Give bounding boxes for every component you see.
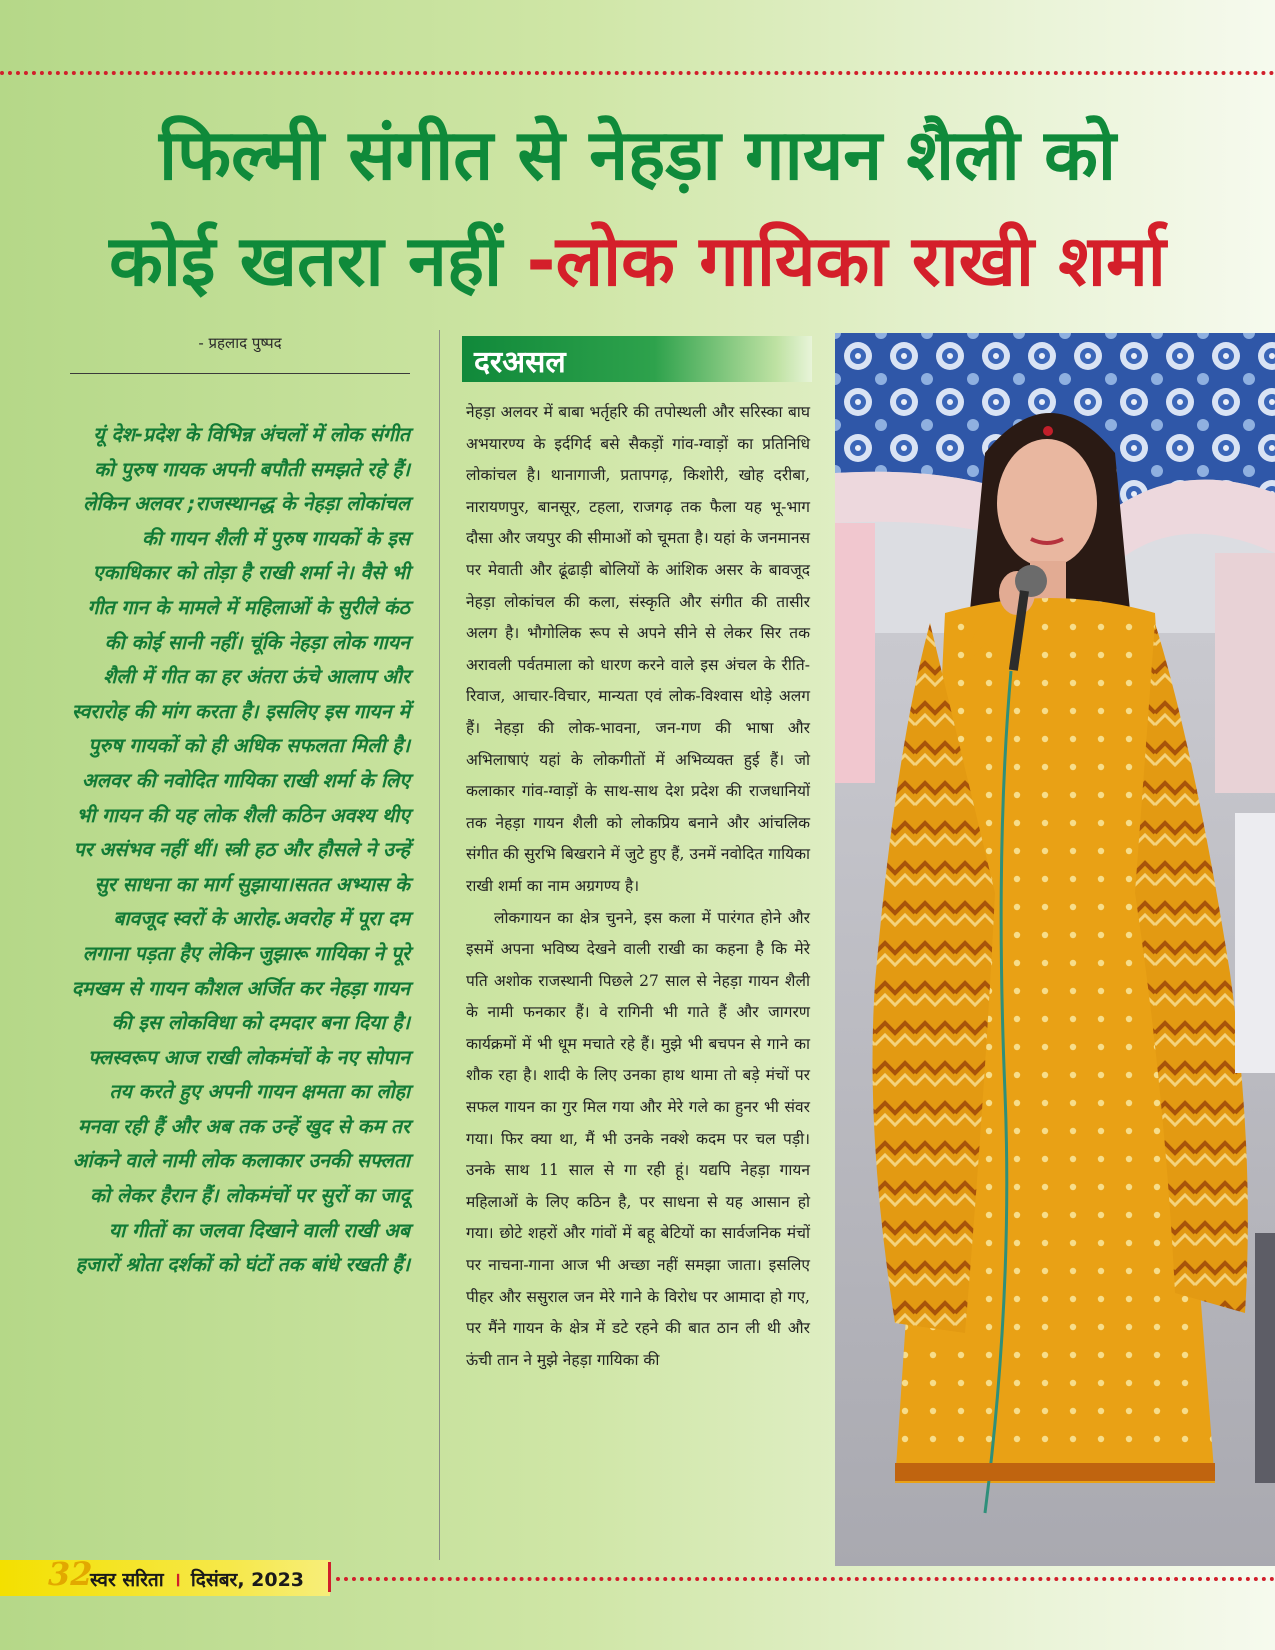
author-byline: - प्रहलाद पुष्पद xyxy=(198,334,282,352)
section-heading: दरअसल xyxy=(474,345,566,380)
article-body xyxy=(466,397,810,1376)
headline-line-2 xyxy=(0,220,1275,302)
body-paragraph-2: लोकगायन का क्षेत्र चुनने, इस कला में पारंगत होने और इसमें अपना भविष्य देखने वाली राखी का कहना है कि मेरे पति अशोक राजस्थानी पिछले 27 साल से नेहड़ा गायन शैली के नामी फनकार हैं। वे रागिनी भी गाते हैं और जागरण कार्यक्रमों में भी धूम मचाते रहे हैं। मुझे भी बचपन से गाने का शौक रहा है। शादी के लिए उनका हाथ थामा तो बड़े मंचों पर सफल गायन का गुर मिल गया और मेरे गले का हुनर भी संवर गया। फिर क्या था, मैं भी उनके नक्शे कदम पर चल पड़ी। उनके साथ 11 साल से गा रही हूं। यद्यपि नेहड़ा गायन महिलाओं के लिए कठिन है, पर साधना से यह आसान हो गया। छोटे शहरों और गांवों में बहू बेटियों का सार्वजनिक मंचों पर नाचना-गाना आज भी अच्छा नहीं समझा जाता। इसलिए पीहर और ससुराल जन मेरे गाने के विरोध पर आमादा हो गए, पर मैंने गायन के क्षेत्र में डटे रहने की बात ठान ली थी और ऊंची तान ने मुझे नेहड़ा गायिका की xyxy=(466,908,810,1369)
page-number: 32 xyxy=(48,1555,93,1593)
singer-photo xyxy=(835,333,1275,1566)
headline-line-1: फिल्मी संगीत से नेहड़ा गायन शैली को xyxy=(159,114,1116,196)
column-divider xyxy=(439,330,440,1560)
byline-rule xyxy=(70,373,410,374)
issue-date: दिसंबर, 2023 xyxy=(190,1569,305,1591)
intro-pullquote: यूं देश-प्रदेश के विभिन्न अंचलों में लोक संगीत को पुरुष गायक अपनी बपौती समझते रहे हैं। लेकिन अलवर ;राजस्थानद्ध के नेहड़ा लोकांचल की गायन शैली में पुरुष गायकों के इस एकाधिकार को तोड़ा है राखी शर्मा ने। वैसे भी गीत गान के मामले में महिलाओं के सुरीले कंठ की कोई सानी नहीं। चूंकि नेहड़ा लोक गायन शैली में गीत का हर अंतरा ऊंचे आलाप और स्वरारोह की मांग करता है। इसलिए इस गायन में पुरुष गायकों को ही अधिक सफलता मिली है। अलवर की नवोदित गायिका राखी शर्मा के लिए भी गायन की यह लोक शैली कठिन अवश्य थीए पर असंभव नहीं थीं। स्त्री हठ और हौसले ने उन्हें सुर साधना का मार्ग सुझाया।सतत अभ्यास के बावजूद स्वरों के आरोह.अवरोह में पूरा दम लगाना पड़ता हैए लेकिन जुझारू गायिका ने पूरे दमखम से गायन कौशल अर्जित कर नेहड़ा गायन की इस लोकविधा को दमदार बना दिया है। फ्लस्वरूप आज राखी लोकमंचों के नए सोपान तय करते हुए अपनी गायन क्षमता का लोहा मनवा रही हैं और अब तक उन्हें खुद से कम तर आंकने वाले नामी लोक कलाकार उनकी सफ्लता को लेकर हैरान हैं। लोकमंचों पर सुरों का जादू या गीतों का जलवा दिखाने वाली राखी अब हजारों श्रोता दर्शकों को घंटों तक बांधे रखती हैं। xyxy=(71,423,410,1277)
top-dotted-rule xyxy=(0,71,1275,75)
headline-green-part: कोई खतरा नहीं xyxy=(109,220,527,302)
headline-red-part: -लोक गायिका राखी शर्मा xyxy=(526,220,1166,302)
bottom-dotted-rule xyxy=(336,1577,1275,1581)
footer-red-bar xyxy=(328,1562,331,1592)
footer-separator: । xyxy=(173,1569,181,1591)
footer-publication xyxy=(90,1566,304,1592)
publication-name: स्वर सरिता xyxy=(90,1569,164,1591)
body-paragraph-1: नेहड़ा अलवर में बाबा भर्तृहरि की तपोस्थली और सरिस्का बाघ अभयारण्य के इर्दगिर्द बसे सैकड़ों गांव-ग्वाड़ों का प्रतिनिधि लोकांचल है। थानागाजी, प्रतापगढ़, किशोरी, खोह दरीबा, नारायणपुर, बानसूर, टहला, राजगढ़ तक फैला यह भू-भाग दौसा और जयपुर की सीमाओं को चूमता है। यहां के जनमानस पर मेवाती और ढूंढाड़ी बोलियों के आंशिक असर के बावजूद नेहड़ा लोकांचल की कला, संस्कृति और संगीत की तासीर अलग है। भौगोलिक रूप से अपने सीने से लेकर सिर तक अरावली पर्वतमाला को धारण करने वाले इस अंचल के रीति-रिवाज, आचार-विचार, मान्यता एवं लोक-विश्वास थोड़े अलग हैं। नेहड़ा की लोक-भावना, जन-गण की भाषा और अभिलाषाएं यहां के लोकगीतों में अभिव्यक्त हुई हैं। जो कलाकार गांव-ग्वाड़ों के साथ-साथ देश प्रदेश की राजधानियों तक नेहड़ा गायन शैली को लोकप्रिय बनाने और आंचलिक संगीत की सुरभि बिखराने में जुटे हुए हैं, उनमें नवोदित गायिका राखी शर्मा का नाम अग्रगण्य है। xyxy=(466,403,810,895)
section-heading-box xyxy=(462,336,812,382)
